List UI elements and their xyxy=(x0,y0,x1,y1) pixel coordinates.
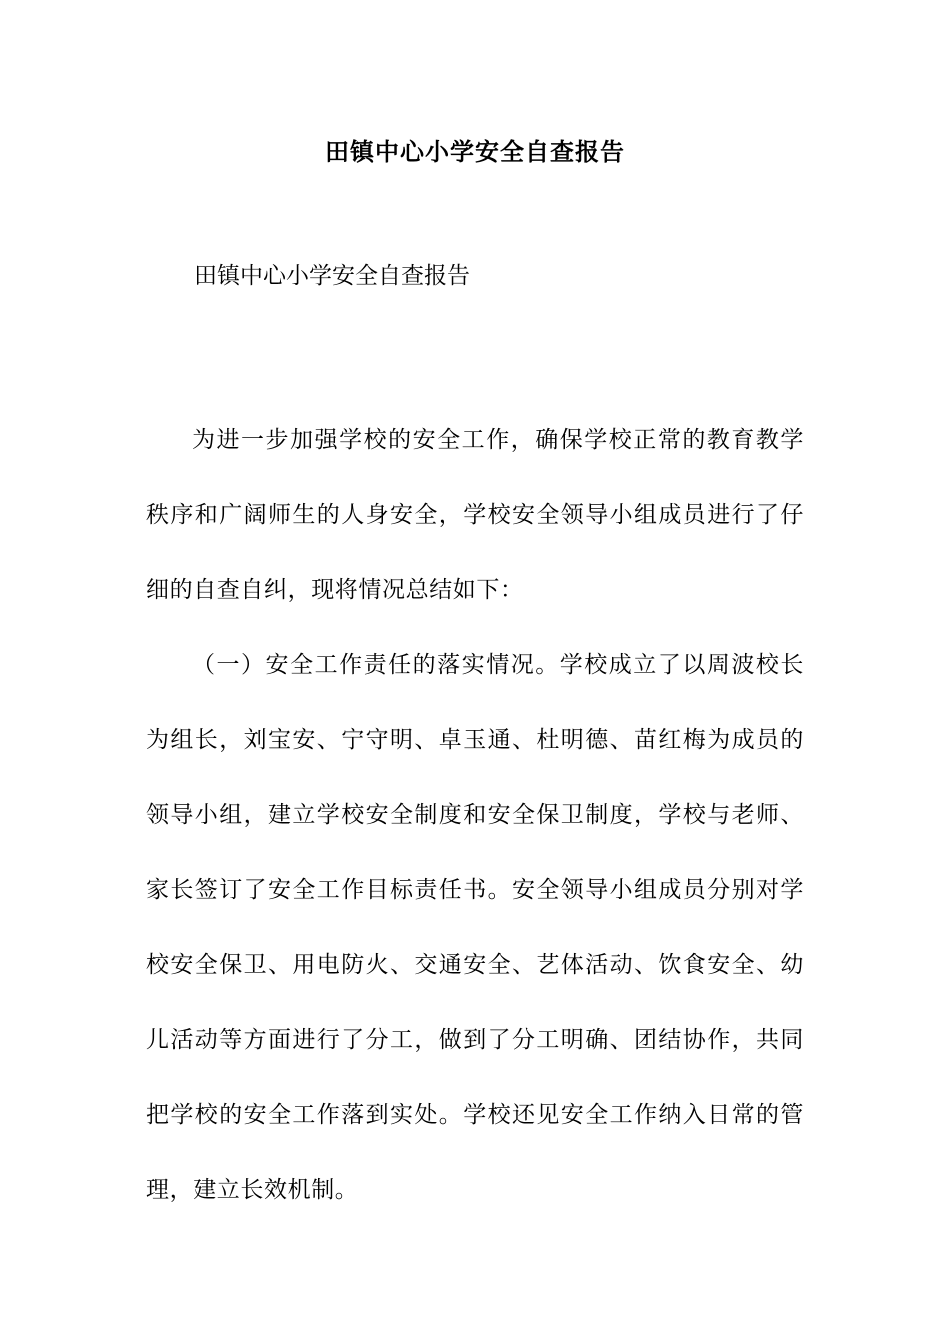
document-body xyxy=(146,403,804,1228)
document-subtitle: 田镇中心小学安全自查报告 xyxy=(194,263,470,289)
paragraph-section-1: （一）安全工作责任的落实情况。学校成立了以周波校长为组长，刘宝安、宁守明、卓玉通、杜明德、苗红梅为成员的领导小组，建立学校安全制度和安全保卫制度，学校与老师、家长签订了安全工作目标责任书。安全领导小组成员分别对学校安全保卫、用电防火、交通安全、艺体活动、饮食安全、幼儿活动等方面进行了分工，做到了分工明确、团结协作，共同把学校的安全工作落到实处。学校还见安全工作纳入日常的管理，建立长效机制。 xyxy=(146,652,804,1203)
paragraph-intro: 为进一步加强学校的安全工作，确保学校正常的教育教学秩序和广阔师生的人身安全，学校安全领导小组成员进行了仔细的自查自纠，现将情况总结如下： xyxy=(146,427,804,603)
document-title: 田镇中心小学安全自查报告 xyxy=(325,138,625,166)
